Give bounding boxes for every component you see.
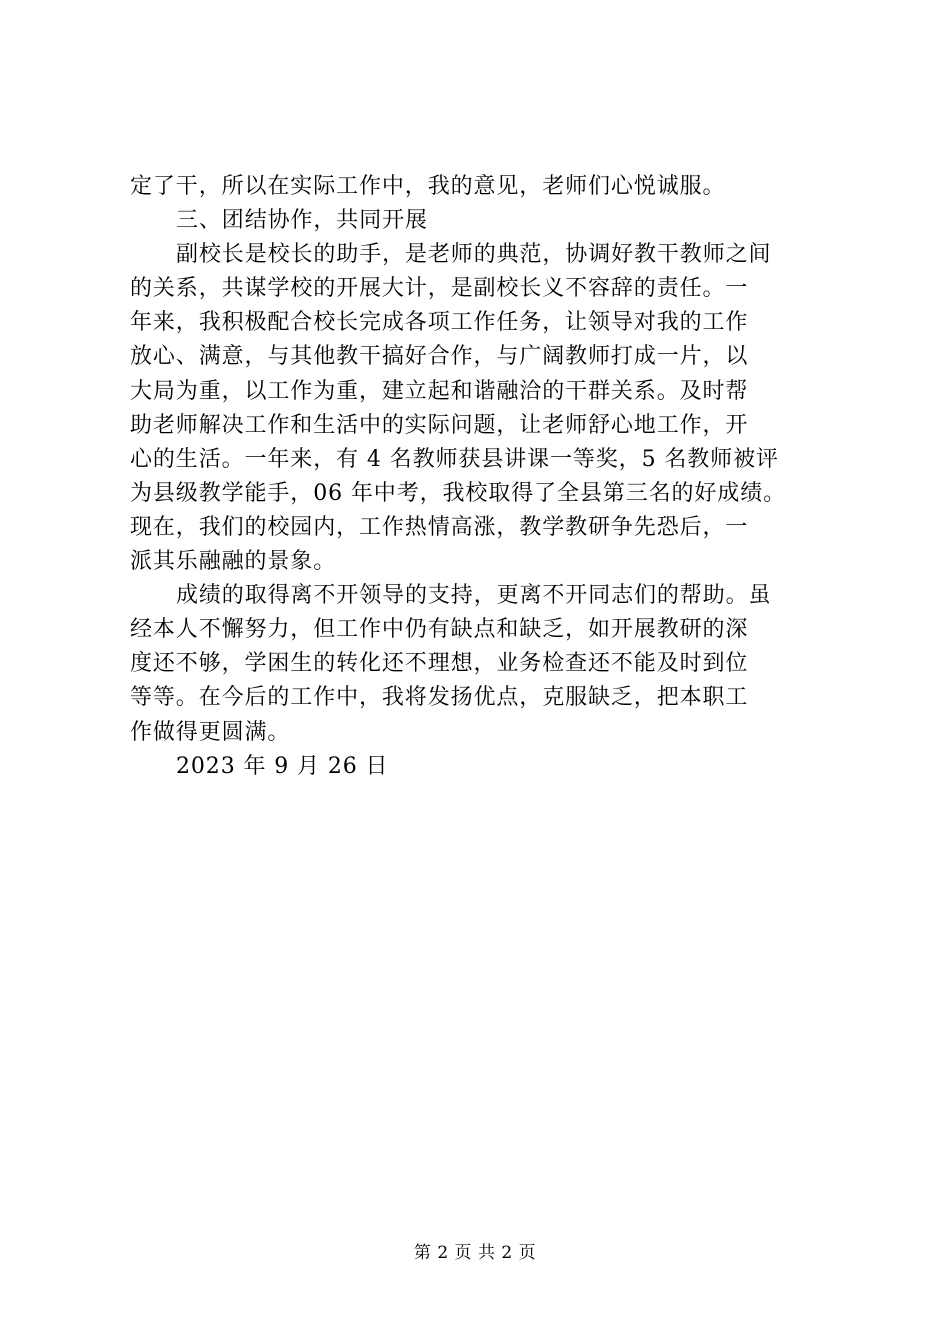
document-date: 2023 年 9 月 26 日 [176, 753, 389, 779]
body-line: 年来，我积极配合校长完成各项工作任务，让领导对我的工作 [130, 310, 749, 336]
page-footer [0, 1242, 950, 1264]
body-line: 定了干，所以在实际工作中，我的意见，老师们心悦诚服。 [130, 174, 726, 199]
body-line: 等等。在今后的工作中，我将发扬优点，克服缺乏，把本职工 [130, 685, 749, 711]
body-line: 放心、满意，与其他教干搞好合作，与广阔教师打成一片，以 [130, 344, 749, 370]
body-line: 经本人不懈努力，但工作中仍有缺点和缺乏，如开展教研的深 [130, 617, 749, 643]
document-body [130, 170, 830, 784]
body-line: 助老师解决工作和生活中的实际问题，让老师舒心地工作，开 [130, 412, 749, 438]
paragraph-start: 成绩的取得离不开领导的支持，更离不开同志们的帮助。虽 [176, 583, 772, 609]
page-number-label: 第 2 页 共 2 页 [413, 1243, 537, 1263]
body-line: 心的生活。一年来，有 4 名教师获县讲课一等奖，5 名教师被评 [130, 446, 779, 472]
paragraph-start: 副校长是校长的助手，是老师的典范，协调好教干教师之间 [176, 242, 772, 268]
body-line: 为县级教学能手，06 年中考，我校取得了全县第三名的好成绩。 [130, 480, 786, 506]
body-line: 派其乐融融的景象。 [130, 549, 337, 575]
body-line: 大局为重，以工作为重，建立起和谐融洽的干群关系。及时帮 [130, 378, 749, 404]
body-line: 现在，我们的校园内，工作热情高涨，教学教研争先恐后，一 [130, 514, 749, 540]
body-line: 作做得更圆满。 [130, 719, 291, 745]
body-line: 度还不够，学困生的转化还不理想，业务检查还不能及时到位 [130, 651, 749, 677]
body-line: 的关系，共谋学校的开展大计，是副校长义不容辞的责任。一 [130, 276, 749, 302]
section-heading: 三、团结协作，共同开展 [176, 208, 428, 234]
